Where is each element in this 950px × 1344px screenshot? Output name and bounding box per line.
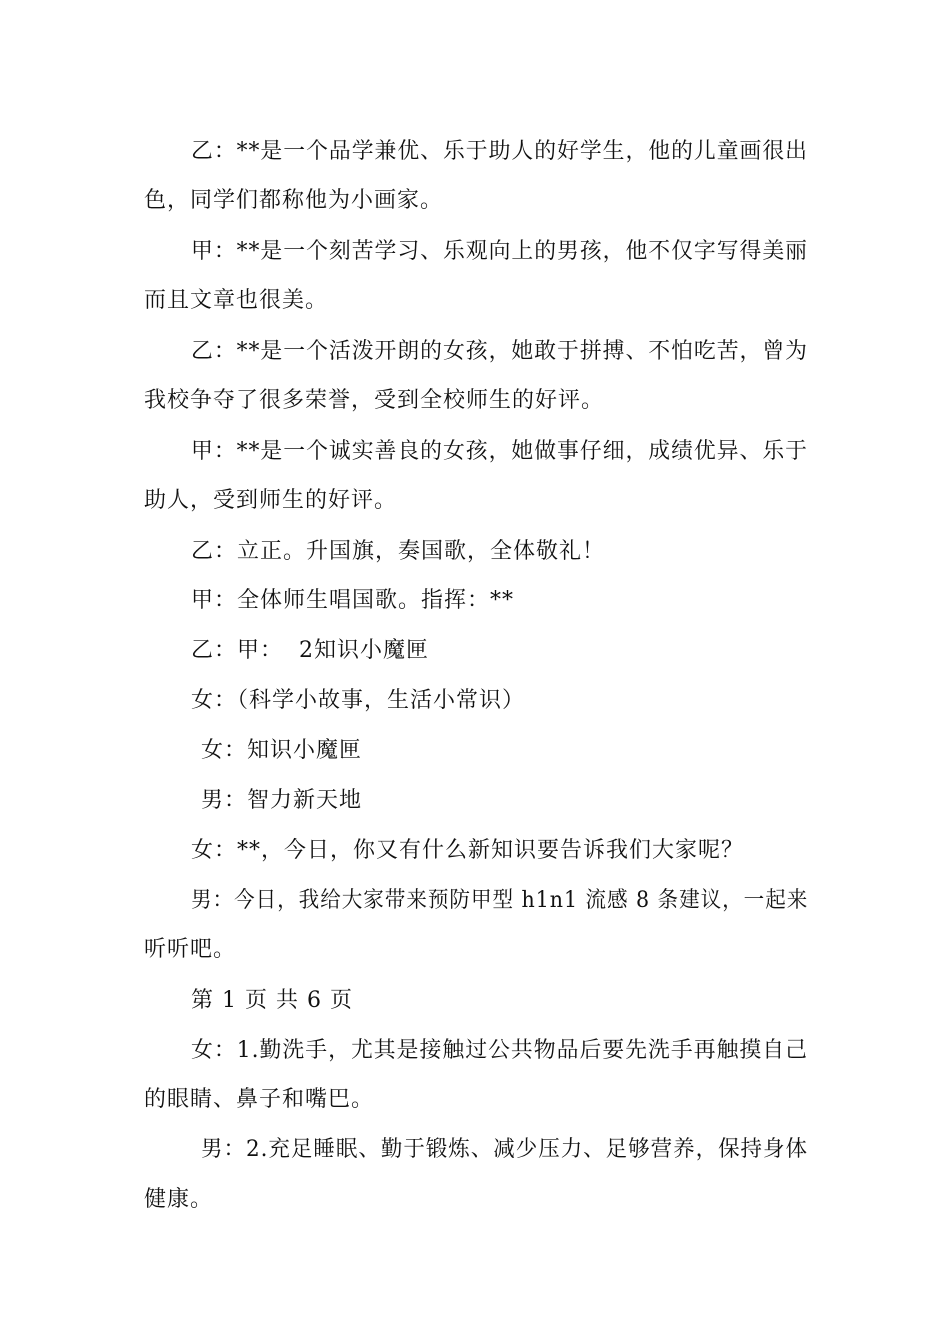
text-line: 的眼睛、鼻子和嘴巴。 — [144, 1087, 375, 1112]
text-line: 女：1.勤洗手，尤其是接触过公共物品后要先洗手再触摸自己 — [191, 1038, 808, 1063]
text-line: 听听吧。 — [144, 937, 237, 962]
text-line: 乙：**是一个品学兼优、乐于助人的好学生，他的儿童画很出 — [191, 139, 809, 164]
text-line: 女：（科学小故事，生活小常识） — [191, 688, 526, 713]
text-line: 女：**，今日，你又有什么新知识要告诉我们大家呢？ — [191, 838, 745, 863]
text-line: 乙：**是一个活泼开朗的女孩，她敢于拼搏、不怕吃苦，曾为 — [191, 339, 809, 364]
text-line: 健康。 — [144, 1187, 214, 1212]
text-line: 甲：**是一个诚实善良的女孩，她做事仔细，成绩优异、乐于 — [191, 439, 809, 464]
text-line: 男：2.充足睡眠、勤于锻炼、减少压力、足够营养，保持身体 — [201, 1137, 808, 1162]
text-line: 甲：全体师生唱国歌。指挥：** — [191, 588, 515, 613]
text-line: 而且文章也很美。 — [144, 288, 329, 313]
text-line: 乙：甲： 2知识小魔匣 — [191, 638, 429, 663]
text-line: 色，同学们都称他为小画家。 — [144, 188, 444, 213]
text-line: 助人，受到师生的好评。 — [144, 488, 398, 513]
page-number-footer: 第 1 页 共 6 页 — [191, 988, 353, 1013]
text-line: 男：智力新天地 — [201, 788, 363, 813]
text-line: 乙：立正。升国旗，奏国歌，全体敬礼！ — [191, 539, 606, 564]
text-line: 甲：**是一个刻苦学习、乐观向上的男孩，他不仅字写得美丽 — [191, 239, 809, 264]
text-line: 女：知识小魔匣 — [201, 738, 363, 763]
text-line: 男：今日，我给大家带来预防甲型 h1n1 流感 8 条建议，一起来 — [191, 888, 809, 913]
text-line: 我校争夺了很多荣誉，受到全校师生的好评。 — [144, 388, 605, 413]
